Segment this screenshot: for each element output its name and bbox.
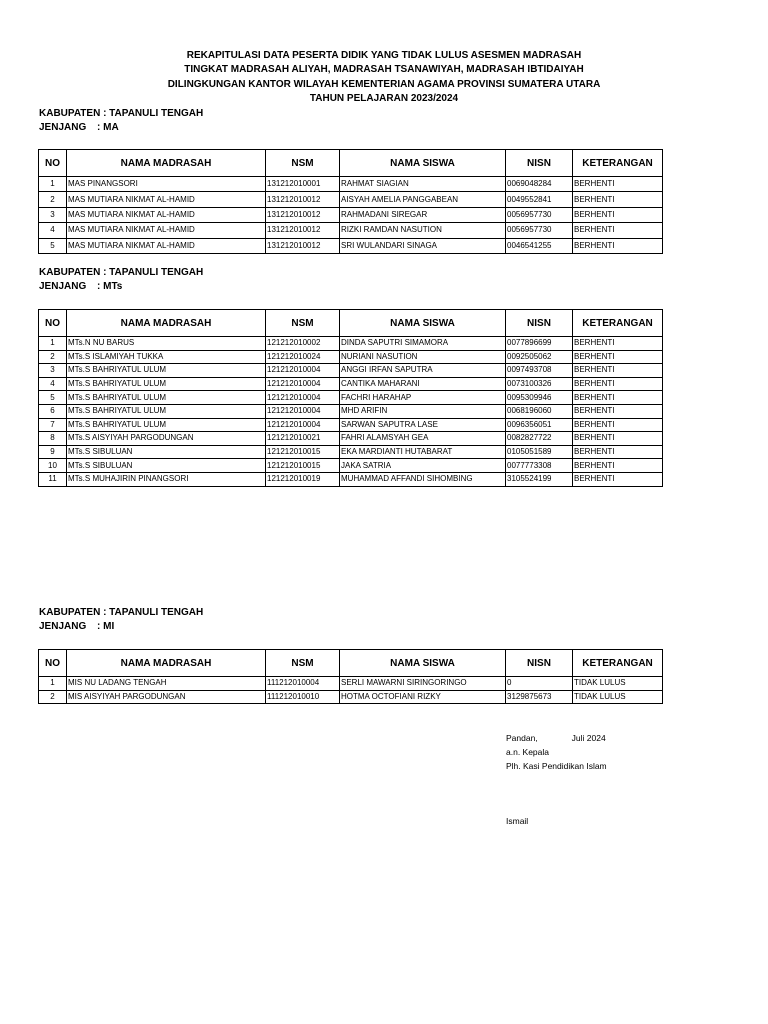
table-cell: SARWAN SAPUTRA LASE [340, 418, 506, 432]
table-cell: 0073100326 [506, 377, 573, 391]
table-cell: 121212010004 [266, 377, 340, 391]
table-cell: 0096356051 [506, 418, 573, 432]
table-cell: MTs.S ISLAMIYAH TUKKA [67, 350, 266, 364]
section-ma-meta [39, 107, 203, 135]
table-cell: EKA MARDIANTI HUTABARAT [340, 445, 506, 459]
table-cell: 5 [39, 238, 67, 253]
table-cell: MTs.S BAHRIYATUL ULUM [67, 377, 266, 391]
table-cell: 2 [39, 350, 67, 364]
table-cell: BERHENTI [573, 364, 663, 378]
jenjang-label: JENJANG [39, 281, 87, 292]
table-cell: 0049552841 [506, 192, 573, 207]
column-header: NSM [266, 650, 340, 677]
table-cell: 4 [39, 377, 67, 391]
column-header: NAMA SISWA [340, 650, 506, 677]
table-cell: BERHENTI [573, 391, 663, 405]
table-cell: 9 [39, 445, 67, 459]
table-cell: 121212010019 [266, 472, 340, 486]
table-cell: 0046541255 [506, 238, 573, 253]
table-cell: MUHAMMAD AFFANDI SIHOMBING [340, 472, 506, 486]
table-cell: 121212010004 [266, 404, 340, 418]
table-cell: BERHENTI [573, 223, 663, 238]
table-cell: MAS MUTIARA NIKMAT AL-HAMID [67, 238, 266, 253]
signatory-name: Ismail [506, 816, 529, 826]
jenjang-label: JENJANG [39, 621, 87, 632]
table-cell: BERHENTI [573, 432, 663, 446]
table-cell: DINDA SAPUTRI SIMAMORA [340, 337, 506, 351]
column-header: NISN [506, 150, 573, 177]
table-cell: 121212010004 [266, 391, 340, 405]
table-cell: MTs.S SIBULUAN [67, 445, 266, 459]
table-cell: 7 [39, 418, 67, 432]
table-cell: SERLI MAWARNI SIRINGORINGO [340, 677, 506, 691]
table-cell: 121212010004 [266, 418, 340, 432]
table-cell: RIZKI RAMDAN NASUTION [340, 223, 506, 238]
table-cell: 8 [39, 432, 67, 446]
jenjang-value: : MA [97, 122, 119, 133]
table-cell: MTs.S SIBULUAN [67, 459, 266, 473]
table-cell: BERHENTI [573, 337, 663, 351]
table-cell: SRI WULANDARI SINAGA [340, 238, 506, 253]
table-ma [38, 149, 663, 254]
table-cell: 131212010012 [266, 238, 340, 253]
table-row [39, 238, 663, 253]
column-header: NISN [506, 650, 573, 677]
table-cell: RAHMADANI SIREGAR [340, 207, 506, 222]
table-row [39, 192, 663, 207]
signature-place: Pandan, [506, 733, 538, 743]
table-row [39, 459, 663, 473]
table-cell: BERHENTI [573, 350, 663, 364]
table-cell: 3105524199 [506, 472, 573, 486]
table-cell: 10 [39, 459, 67, 473]
column-header: KETERANGAN [573, 310, 663, 337]
signature-block [506, 731, 607, 828]
table-cell: 6 [39, 404, 67, 418]
table-row [39, 207, 663, 222]
title-line-3: DILINGKUNGAN KANTOR WILAYAH KEMENTERIAN AGAMA PROVINSI SUMATERA UTARA [167, 78, 601, 90]
table-mts [38, 309, 663, 487]
table-cell: 5 [39, 391, 67, 405]
table-cell: 131212010012 [266, 192, 340, 207]
column-header: NO [39, 150, 67, 177]
table-cell: 2 [39, 690, 67, 704]
column-header: NAMA MADRASAH [67, 150, 266, 177]
table-cell: MTs.S BAHRIYATUL ULUM [67, 418, 266, 432]
column-header: NO [39, 310, 67, 337]
table-cell: BERHENTI [573, 192, 663, 207]
report-title [0, 49, 768, 106]
table-header-row [39, 310, 663, 337]
table-row [39, 223, 663, 238]
table-cell: 131212010012 [266, 207, 340, 222]
table-cell: 3 [39, 207, 67, 222]
table-cell: MAS MUTIARA NIKMAT AL-HAMID [67, 223, 266, 238]
table-cell: 0095309946 [506, 391, 573, 405]
table-cell: HOTMA OCTOFIANI RIZKY [340, 690, 506, 704]
table-header-row [39, 650, 663, 677]
table-cell: 3129875673 [506, 690, 573, 704]
table-mi [38, 649, 663, 704]
table-cell: BERHENTI [573, 377, 663, 391]
column-header: KETERANGAN [573, 650, 663, 677]
table-cell: 111212010010 [266, 690, 340, 704]
table-row [39, 391, 663, 405]
signature-line-1: a.n. Kepala [506, 747, 550, 757]
signature-line-2: Plh. Kasi Pendidikan Islam [506, 761, 607, 771]
table-cell: FAHRI ALAMSYAH GEA [340, 432, 506, 446]
column-header: NAMA MADRASAH [67, 310, 266, 337]
table-cell: MHD ARIFIN [340, 404, 506, 418]
table-cell: 2 [39, 192, 67, 207]
table-cell: 131212010001 [266, 177, 340, 192]
jenjang-value: : MTs [97, 281, 123, 292]
column-header: NISN [506, 310, 573, 337]
table-row [39, 337, 663, 351]
table-cell: BERHENTI [573, 459, 663, 473]
column-header: NSM [266, 150, 340, 177]
table-row [39, 472, 663, 486]
table-row [39, 377, 663, 391]
table-cell: BERHENTI [573, 207, 663, 222]
column-header: NSM [266, 310, 340, 337]
table-cell: MTs.S AISYIYAH PARGODUNGAN [67, 432, 266, 446]
table-cell: 121212010021 [266, 432, 340, 446]
table-cell: 0077896699 [506, 337, 573, 351]
column-header: NO [39, 650, 67, 677]
table-row [39, 364, 663, 378]
table-cell: CANTIKA MAHARANI [340, 377, 506, 391]
table-cell: BERHENTI [573, 418, 663, 432]
table-cell: BERHENTI [573, 472, 663, 486]
table-cell: 0068196060 [506, 404, 573, 418]
column-header: NAMA MADRASAH [67, 650, 266, 677]
table-cell: 1 [39, 677, 67, 691]
table-cell: TIDAK LULUS [573, 690, 663, 704]
table-row [39, 418, 663, 432]
table-cell: BERHENTI [573, 404, 663, 418]
table-cell: 0077773308 [506, 459, 573, 473]
table-row [39, 350, 663, 364]
column-header: NAMA SISWA [340, 310, 506, 337]
table-cell: 0056957730 [506, 223, 573, 238]
table-cell: 111212010004 [266, 677, 340, 691]
table-row [39, 177, 663, 192]
table-cell: MTs.S BAHRIYATUL ULUM [67, 364, 266, 378]
table-cell: ANGGI IRFAN SAPUTRA [340, 364, 506, 378]
title-line-4: TAHUN PELAJARAN 2023/2024 [309, 92, 459, 104]
table-cell: MTs.S MUHAJIRIN PINANGSORI [67, 472, 266, 486]
table-cell: NURIANI NASUTION [340, 350, 506, 364]
table-cell: MAS MUTIARA NIKMAT AL-HAMID [67, 207, 266, 222]
table-cell: MTs.N NU BARUS [67, 337, 266, 351]
table-cell: 11 [39, 472, 67, 486]
section-mts-meta [39, 266, 203, 294]
column-header: KETERANGAN [573, 150, 663, 177]
table-cell: MAS MUTIARA NIKMAT AL-HAMID [67, 192, 266, 207]
table-cell: BERHENTI [573, 177, 663, 192]
table-row [39, 445, 663, 459]
table-cell: FACHRI HARAHAP [340, 391, 506, 405]
table-cell: TIDAK LULUS [573, 677, 663, 691]
kabupaten-label: KABUPATEN : TAPANULI TENGAH [39, 108, 204, 119]
table-cell: 3 [39, 364, 67, 378]
table-cell: 1 [39, 337, 67, 351]
table-cell: AISYAH AMELIA PANGGABEAN [340, 192, 506, 207]
table-cell: 0 [506, 677, 573, 691]
jenjang-value: : MI [97, 621, 115, 632]
table-cell: RAHMAT SIAGIAN [340, 177, 506, 192]
table-cell: JAKA SATRIA [340, 459, 506, 473]
table-cell: MTs.S BAHRIYATUL ULUM [67, 391, 266, 405]
table-cell: 121212010015 [266, 445, 340, 459]
title-line-2: TINGKAT MADRASAH ALIYAH, MADRASAH TSANAWIYAH, MADRASAH IBTIDAIYAH [184, 64, 584, 76]
table-cell: BERHENTI [573, 445, 663, 459]
table-row [39, 690, 663, 704]
table-cell: 0105051589 [506, 445, 573, 459]
table-cell: MAS PINANGSORI [67, 177, 266, 192]
table-cell: 0092505062 [506, 350, 573, 364]
table-cell: 0082827722 [506, 432, 573, 446]
table-cell: 131212010012 [266, 223, 340, 238]
table-row [39, 404, 663, 418]
table-header-row [39, 150, 663, 177]
table-cell: 0069048284 [506, 177, 573, 192]
title-line-1: REKAPITULASI DATA PESERTA DIDIK YANG TIDAK LULUS ASESMEN MADRASAH [186, 50, 582, 61]
table-cell: 0097493708 [506, 364, 573, 378]
table-row [39, 432, 663, 446]
table-cell: 121212010002 [266, 337, 340, 351]
signature-date: Juli 2024 [571, 733, 606, 743]
table-cell: 4 [39, 223, 67, 238]
jenjang-label: JENJANG [39, 122, 87, 133]
column-header: NAMA SISWA [340, 150, 506, 177]
table-cell: MTs.S BAHRIYATUL ULUM [67, 404, 266, 418]
table-cell: 121212010004 [266, 364, 340, 378]
table-cell: 1 [39, 177, 67, 192]
kabupaten-label: KABUPATEN : TAPANULI TENGAH [39, 607, 204, 618]
table-cell: BERHENTI [573, 238, 663, 253]
table-cell: 121212010015 [266, 459, 340, 473]
section-mi-meta [39, 606, 203, 634]
table-row [39, 677, 663, 691]
table-cell: MIS NU LADANG TENGAH [67, 677, 266, 691]
kabupaten-label: KABUPATEN : TAPANULI TENGAH [39, 267, 204, 278]
table-cell: 121212010024 [266, 350, 340, 364]
table-cell: 0056957730 [506, 207, 573, 222]
table-cell: MIS AISYIYAH PARGODUNGAN [67, 690, 266, 704]
